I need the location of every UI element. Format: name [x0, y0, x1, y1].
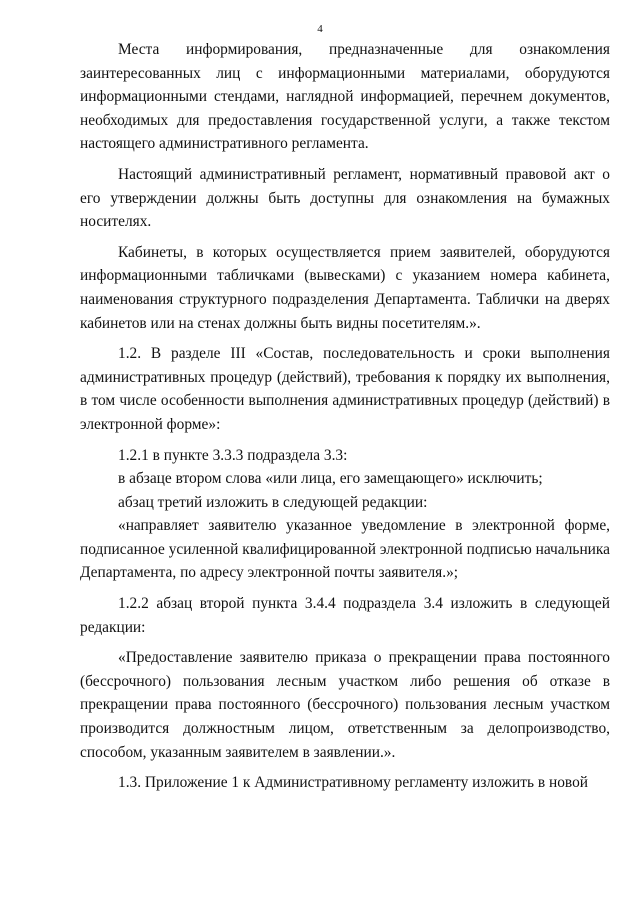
document-body [80, 38, 610, 795]
paragraph-regulation-availability: Настоящий административный регламент, нормативный правовой акт о его утверждении должны быть доступны для ознакомления на бумажных носителях. [80, 165, 610, 231]
paragraph-third-abzac: абзац третий изложить в следующей редакции: [118, 493, 428, 511]
paragraph-item-1-3: 1.3. Приложение 1 к Административному регламенту изложить в новой [118, 774, 589, 792]
paragraph-item-1-2-2: 1.2.2 абзац второй пункта 3.4.4 подраздела 3.4 изложить в следующей редакции: [80, 595, 610, 636]
paragraph-info-places: Места информирования, предназначенные для ознакомления заинтересованных лиц с информационными материалами, оборудуются информационными стендами, наглядной информацией, перечнем документов, необходимых для предоставления государственной услуги, а также текстом настоящего административного регламента. [80, 41, 610, 153]
paragraph-offices: Кабинеты, в которых осуществляется прием заявителей, оборудуются информационными табличками (вывесками) с указанием номера кабинета, наименования структурного подразделения Департамента. Таблички на дверях кабинетов или на стенах должны быть видны посетителям.». [80, 243, 610, 332]
paragraph-item-1-2-1: 1.2.1 в пункте 3.3.3 подраздела 3.3: [118, 446, 348, 464]
paragraph-section-3: 1.2. В разделе III «Состав, последовательность и сроки выполнения административных процедур (действий), требования к порядку их выполнения, в том числе особенности выполнения административных процедур (действий) в электронной форме»: [80, 345, 610, 433]
paragraph-quote-order: «Предоставление заявителю приказа о прекращении права постоянного (бессрочного) пользования лесным участком либо решения об отказе в прекращении права постоянного (бессрочного) пользования лесным участком производится должностным лицом, ответственным за делопроизводство, способом, указанным заявителем в заявлении.». [80, 649, 610, 761]
paragraph-second-abzac: в абзаце втором слова «или лица, его замещающего» исключить; [118, 470, 543, 488]
paragraph-quote-notification: «направляет заявителю указанное уведомление в электронной форме, подписанное усиленной квалифицированной электронной подписью начальника Департамента, по адресу электронной почты заявителя.»; [80, 517, 610, 582]
page-number: 4 [317, 23, 323, 35]
